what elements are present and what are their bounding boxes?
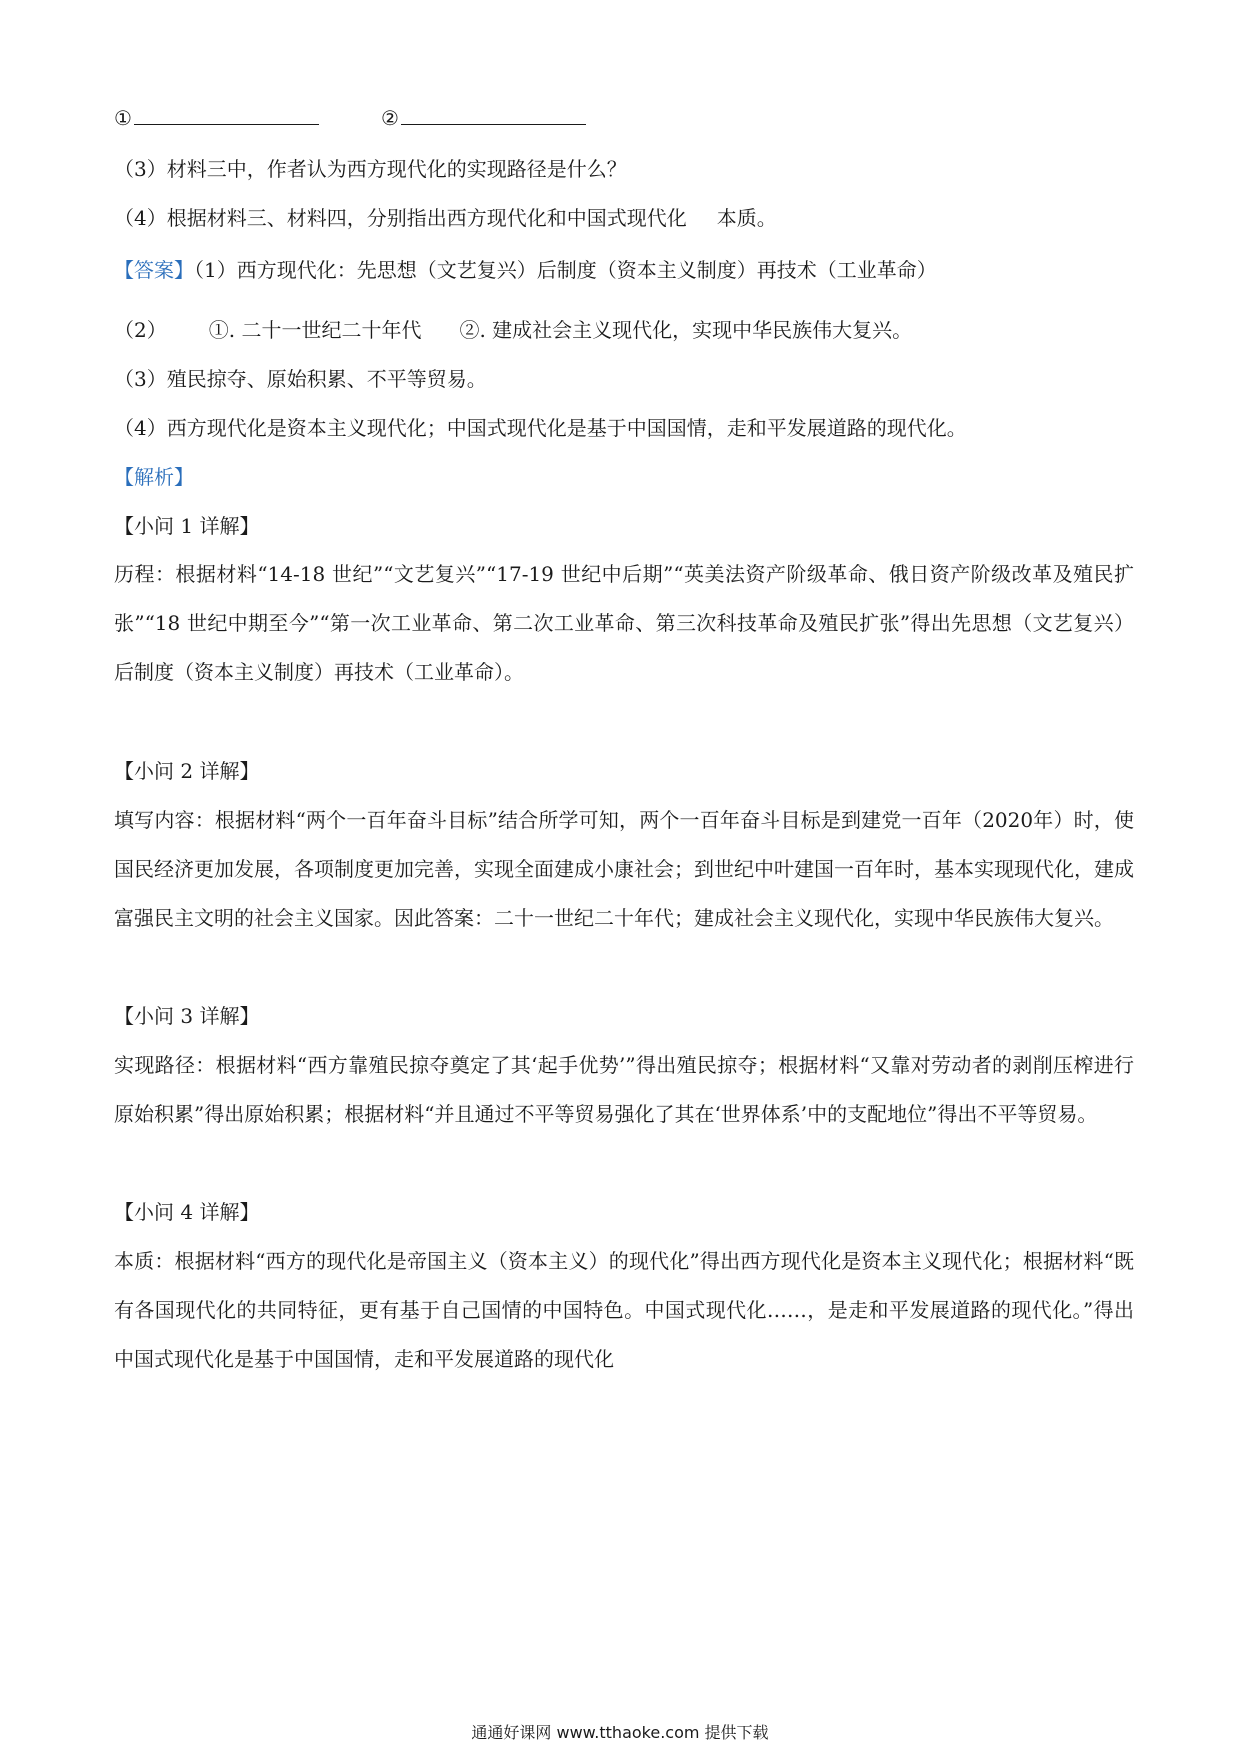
question-4-part2: 本质。 [716, 206, 777, 230]
question-4-part1: （4）根据材料三、材料四，分别指出西方现代化和中国式现代化 [114, 206, 687, 230]
answer-2-item-2: ②. 建成社会主义现代化，实现中华民族伟大复兴。 [459, 318, 913, 342]
answer-3: （3）殖民掠夺、原始积累、不平等贸易。 [114, 367, 487, 391]
answer-2-prefix: （2） [114, 318, 167, 342]
answer-4: （4）西方现代化是资本主义现代化；中国式现代化是基于中国国情，走和平发展道路的现代化。 [114, 416, 967, 440]
answer-line-1 [114, 256, 1134, 284]
answer-1: （1）西方现代化：先思想（文艺复兴）后制度（资本主义制度）再技术（工业革命） [194, 258, 937, 282]
subquestion-4-body: 本质：根据材料“西方的现代化是帝国主义（资本主义）的现代化”得出西方现代化是资本主义现代化；根据材料“既有各国现代化的共同特征，更有基于自己国情的中国特色。中国式现代化……，是走和平发展道路的现代化。”得出中国式现代化是基于中国国情，走和平发展道路的现代化 [114, 1249, 1134, 1371]
blank-2[interactable] [401, 104, 586, 125]
fill-blanks-line [114, 104, 1134, 132]
question-3: （3）材料三中，作者认为西方现代化的实现路径是什么？ [114, 157, 627, 181]
blank-marker-2: ② [380, 106, 399, 130]
subquestion-1-title: 【小问 1 详解】 [114, 514, 260, 538]
subquestion-3-body: 实现路径：根据材料“西方靠殖民掠夺奠定了其‘起手优势’”得出殖民掠夺；根据材料“又靠对劳动者的剥削压榨进行原始积累”得出原始积累；根据材料“并且通过不平等贸易强化了其在‘世界体系’中的支配地位”得出不平等贸易。 [114, 1053, 1134, 1126]
subquestion-3-title: 【小问 3 详解】 [114, 1004, 260, 1028]
analysis-label: 【解析】 [114, 465, 194, 489]
question-4 [114, 204, 1134, 232]
answer-label: 【答案】 [114, 258, 194, 282]
subquestion-1-body: 历程：根据材料“14-18 世纪”“文艺复兴”“17-19 世纪中后期”“英美法资产阶级革命、俄日资产阶级改革及殖民扩张”“18 世纪中期至今”“第一次工业革命、第二次工业革命、第三次科技革命及殖民扩张”得出先思想（文艺复兴）后制度（资本主义制度）再技术（工业革命）。 [114, 562, 1134, 684]
answer-line-2 [114, 316, 1134, 344]
blank-1[interactable] [134, 104, 319, 125]
blank-marker-1: ① [114, 106, 132, 130]
subquestion-2-body: 填写内容：根据材料“两个一百年奋斗目标”结合所学可知，两个一百年奋斗目标是到建党一百年（2020年）时，使国民经济更加发展，各项制度更加完善，实现全面建成小康社会；到世纪中叶建国一百年时，基本实现现代化，建成富强民主文明的社会主义国家。因此答案：二十一世纪二十年代；建成社会主义现代化，实现中华民族伟大复兴。 [114, 808, 1134, 930]
page-footer: 通通好课网 www.tthaoke.com 提供下载 [471, 1723, 769, 1742]
answer-2-item-1: ①. 二十一世纪二十年代 [208, 318, 422, 342]
subquestion-2-title: 【小问 2 详解】 [114, 759, 260, 783]
subquestion-4-title: 【小问 4 详解】 [114, 1200, 260, 1224]
